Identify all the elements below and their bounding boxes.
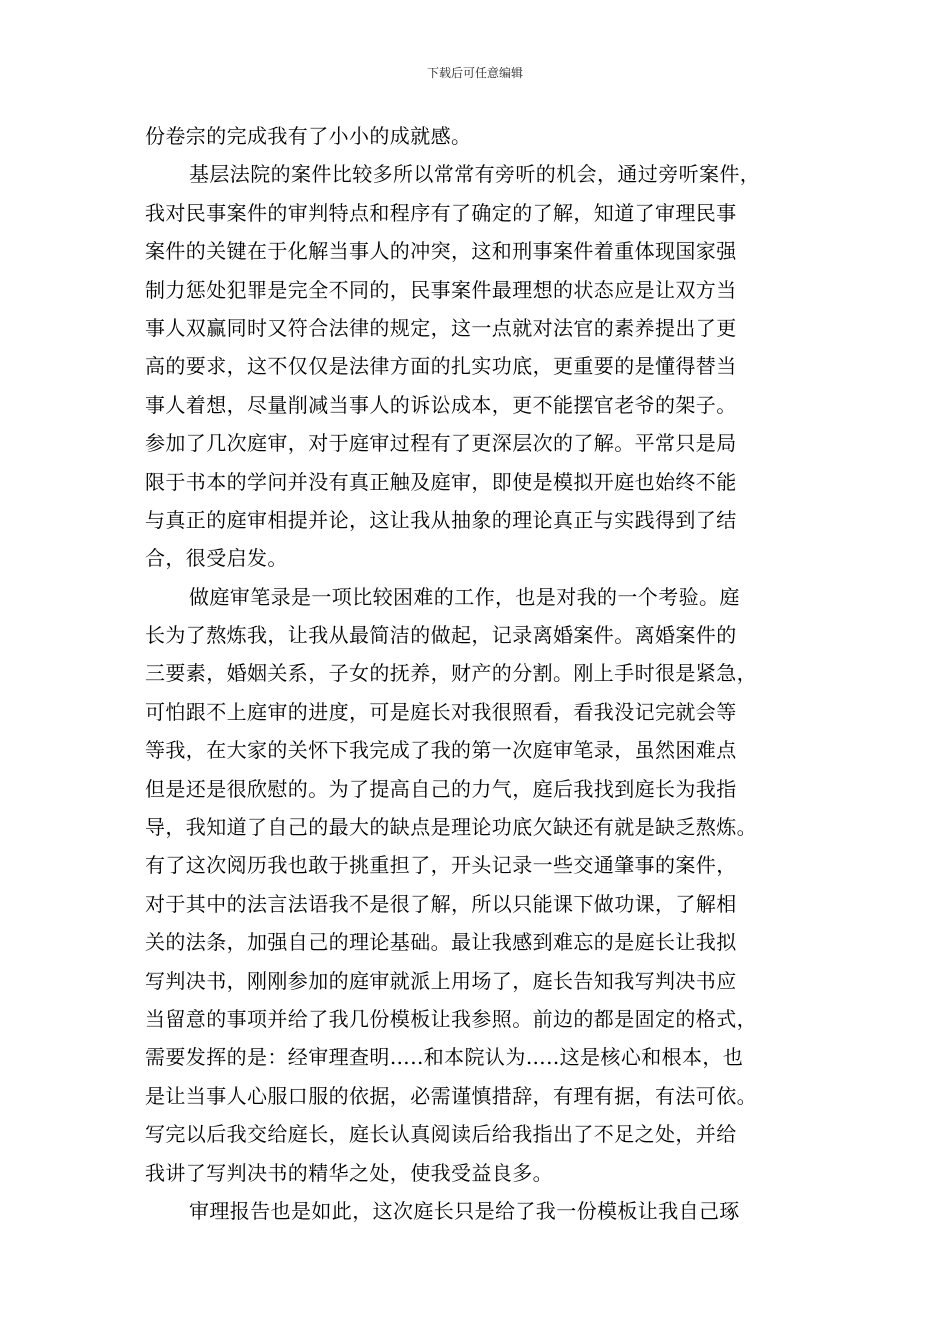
text-line: 制力惩处犯罪是完全不同的，民事案件最理想的状态应是让双方当 [145, 277, 737, 302]
paragraph-start-line: 基层法院的案件比较多所以常常有旁听的机会，通过旁听案件， [189, 162, 761, 187]
paragraph-start-line: 做庭审笔录是一项比较困难的工作，也是对我的一个考验。庭 [189, 584, 740, 609]
text-line: 当留意的事项并给了我几份模板让我参照。前边的都是固定的格式， [145, 1006, 757, 1031]
text-line: 写判决书，刚刚参加的庭审就派上用场了，庭长告知我写判决书应 [145, 968, 737, 993]
text-line: 写完以后我交给庭长，庭长认真阅读后给我指出了不足之处，并给 [145, 1122, 737, 1147]
text-line: 与真正的庭审相提并论，这让我从抽象的理论真正与实践得到了结 [145, 507, 737, 532]
text-line: 案件的关键在于化解当事人的冲突，这和刑事案件着重体现国家强 [145, 239, 737, 264]
text-line: 关的法条，加强自己的理论基础。最让我感到难忘的是庭长让我拟 [145, 930, 737, 955]
text-line: 事人双赢同时又符合法律的规定，这一点就对法官的素养提出了更 [145, 315, 737, 340]
text-line: 导，我知道了自己的最大的缺点是理论功底欠缺还有就是缺乏熬炼。 [145, 815, 757, 840]
text-line: 是让当事人心服口服的依据，必需谨慎措辞，有理有据，有法可依。 [145, 1083, 757, 1108]
text-line: 等我，在大家的关怀下我完成了我的第一次庭审笔录，虽然困难点 [145, 738, 737, 763]
text-line: 可怕跟不上庭审的进度，可是庭长对我很照看，看我没记完就会等 [145, 699, 737, 724]
text-line: 长为了熬炼我，让我从最简洁的做起，记录离婚案件。离婚案件的 [145, 623, 737, 648]
document-body [145, 117, 825, 1230]
text-line: 限于书本的学问并没有真正触及庭审，即使是模拟开庭也始终不能 [145, 469, 737, 494]
text-line: 有了这次阅历我也敢于挑重担了，开头记录一些交通肇事的案件， [145, 853, 737, 878]
page-header: 下载后可任意编辑 [426, 66, 523, 80]
text-line: 三要素，婚姻关系，子女的抚养，财产的分割。刚上手时很是紧急， [145, 661, 757, 686]
text-line: 我对民事案件的审判特点和程序有了确定的了解，知道了审理民事 [145, 200, 737, 225]
text-line: 我讲了写判决书的精华之处，使我受益良多。 [145, 1160, 553, 1185]
paragraph-start-line: 审理报告也是如此，这次庭长只是给了我一份模板让我自己琢 [189, 1198, 740, 1223]
text-line: 份卷宗的完成我有了小小的成就感。 [145, 124, 472, 148]
text-line: 高的要求，这不仅仅是法律方面的扎实功底，更重要的是懂得替当 [145, 354, 737, 379]
text-line: 合，很受启发。 [145, 546, 288, 571]
text-line: 但是还是很欣慰的。为了提高自己的力气，庭后我找到庭长为我指 [145, 776, 737, 801]
text-line: 参加了几次庭审，对于庭审过程有了更深层次的了解。平常只是局 [145, 431, 737, 456]
text-line: 对于其中的法言法语我不是很了解，所以只能课下做功课，了解相 [145, 891, 737, 916]
text-line: 事人着想，尽量削减当事人的诉讼成本，更不能摆官老爷的架子。 [145, 392, 737, 417]
text-line: 需要发挥的是：经审理查明…..和本院认为…..这是核心和根本，也 [145, 1045, 744, 1070]
